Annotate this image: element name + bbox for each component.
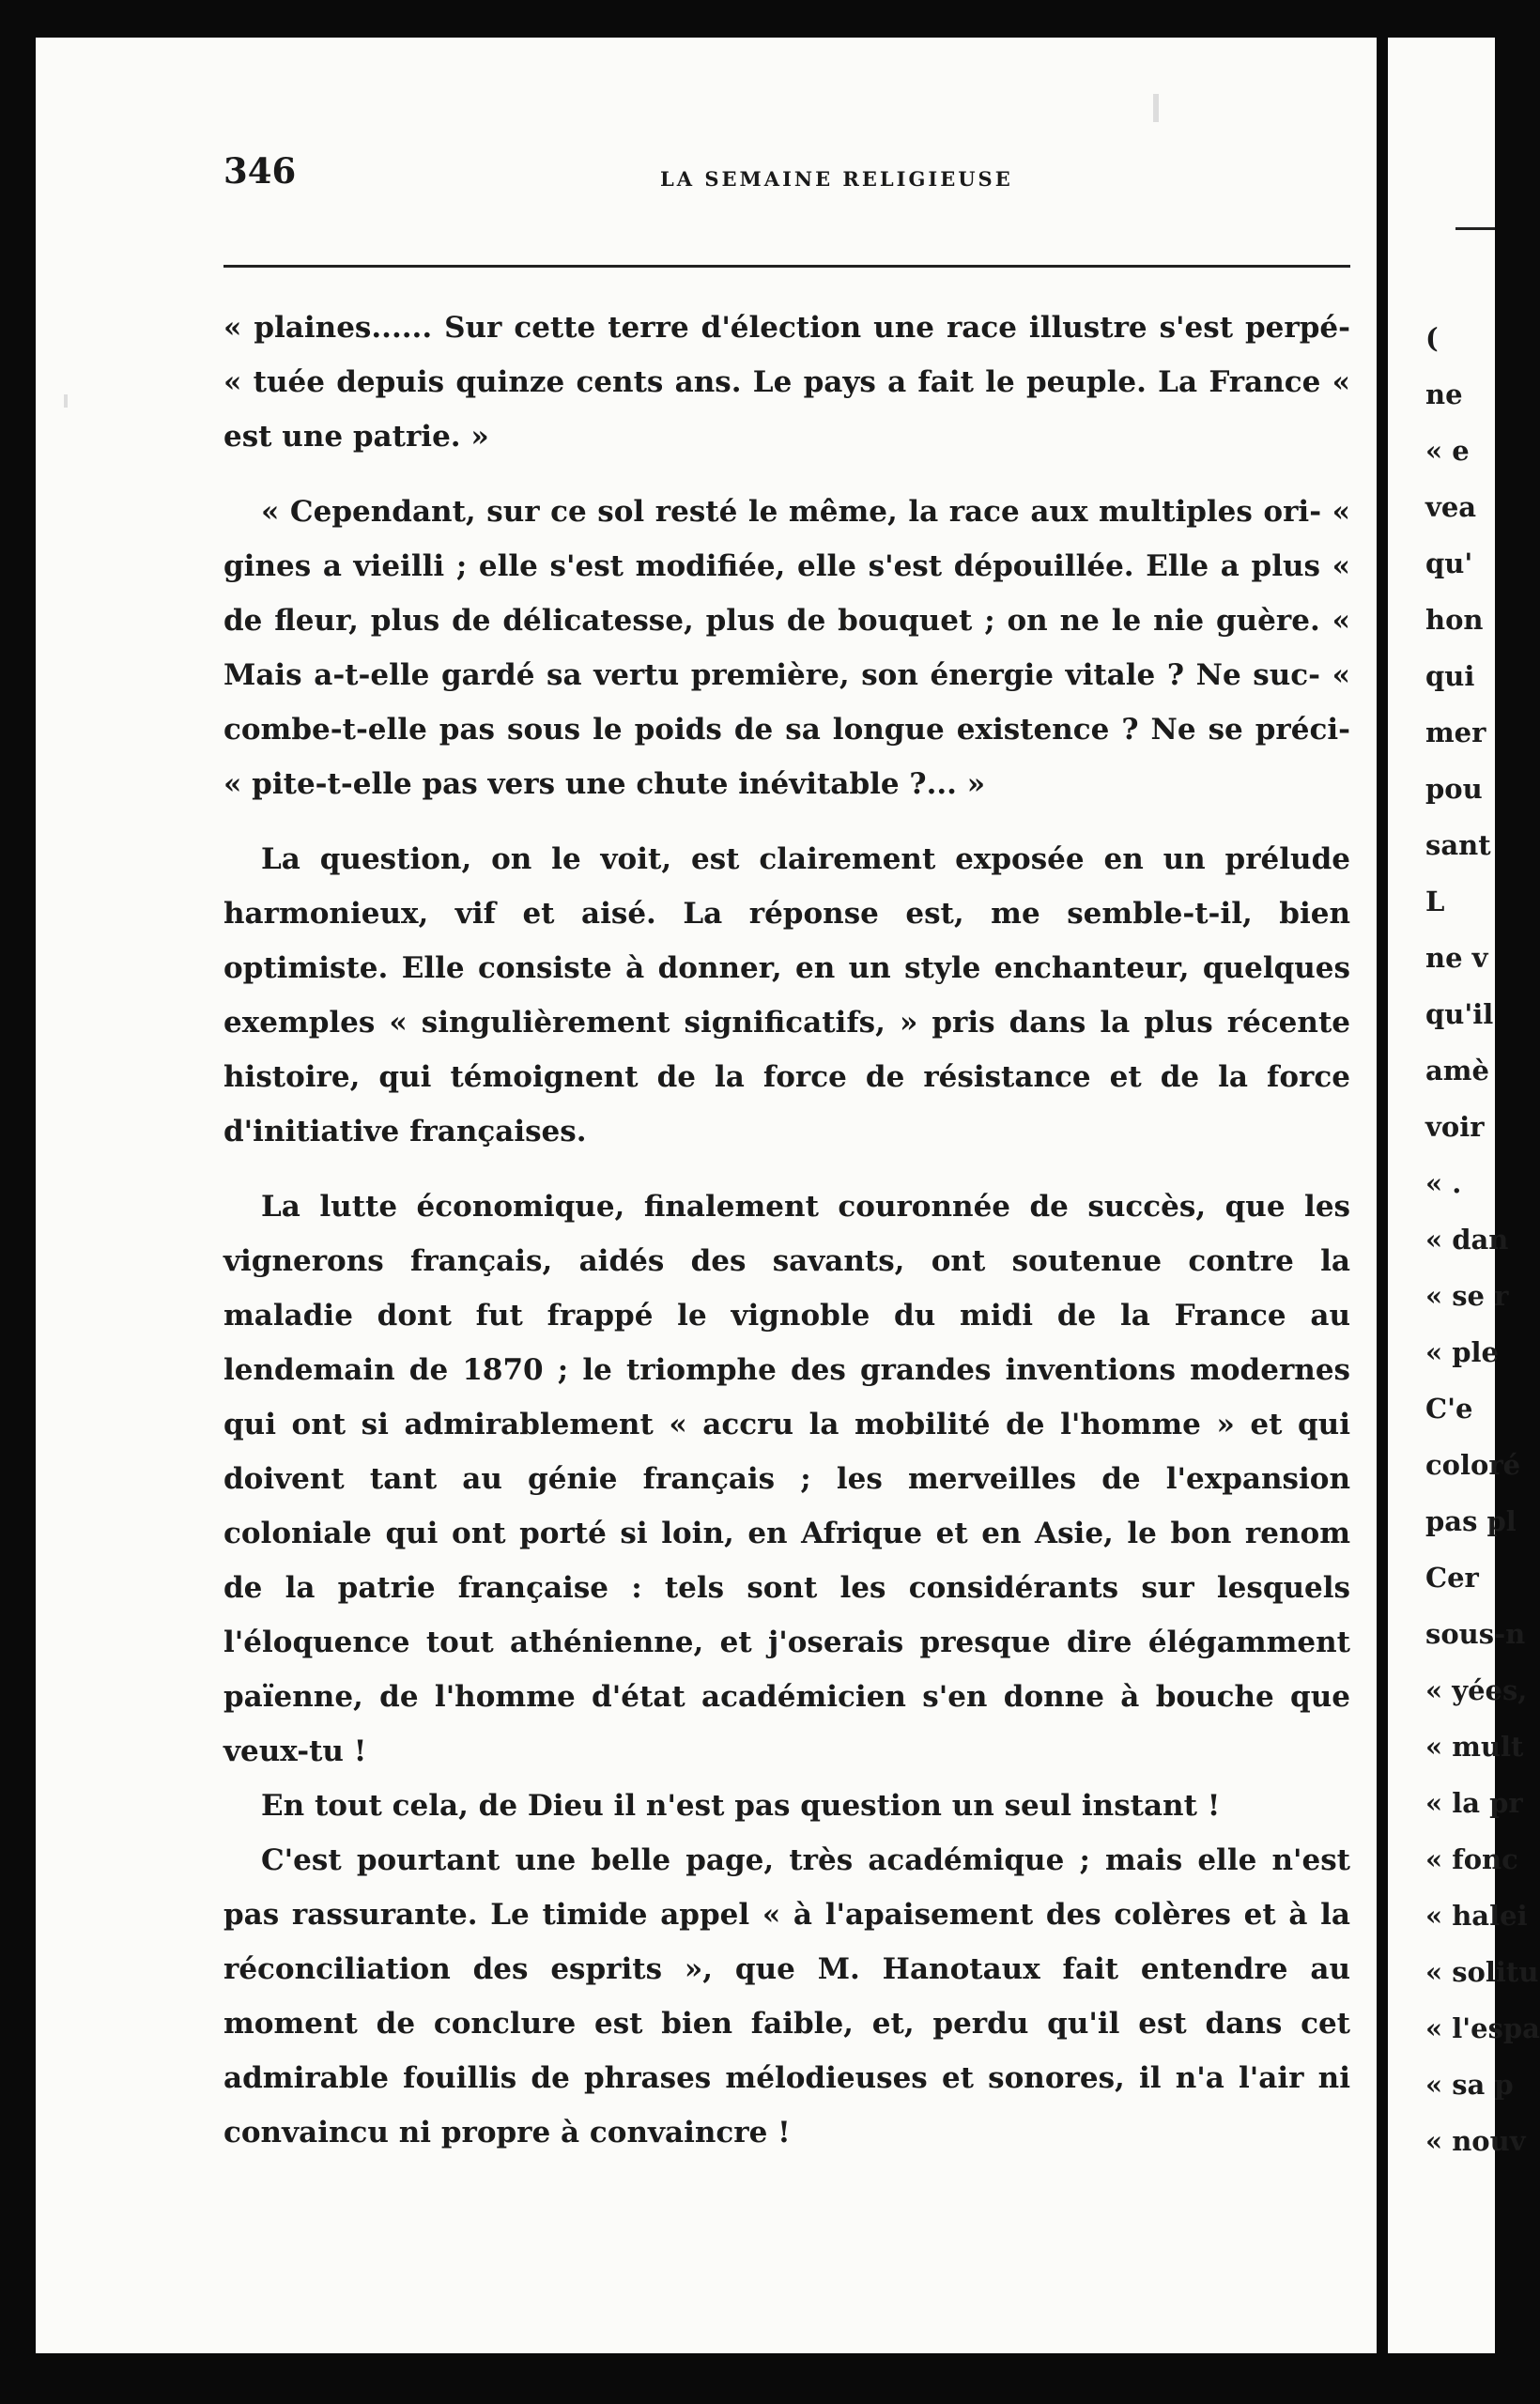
document-page bbox=[36, 38, 1377, 2353]
adjacent-line-fragment: « e bbox=[1425, 435, 1470, 467]
adjacent-line-fragment: L bbox=[1425, 886, 1445, 917]
adjacent-line-fragment: « fonc bbox=[1425, 1843, 1518, 1875]
adjacent-line-fragment: « ple bbox=[1425, 1336, 1499, 1368]
adjacent-line-fragment: coloré bbox=[1425, 1449, 1521, 1481]
adjacent-line-fragment: « halei bbox=[1425, 1900, 1528, 1932]
adjacent-line-fragment: pas pl bbox=[1425, 1505, 1517, 1537]
paragraph-quote-2: « Cependant, sur ce sol resté le même, la race aux multiples ori- « gines a vieilli ; elle s'est modifiée, elle s'est dépouillée. Elle a plus « de fleur, plus de délicatesse, plus de bouquet ; on ne le nie guère. « Mais a-t-elle gardé sa vertu première, son énergie vitale ? Ne suc- « combe-t-elle pas sous le poids de sa longue existence ? Ne se préci- « pite-t-elle pas vers une chute inévitable ?... » bbox=[223, 495, 1350, 801]
adjacent-line-fragment: sous-n bbox=[1425, 1618, 1526, 1650]
adjacent-line-fragment: amè bbox=[1425, 1055, 1489, 1086]
adjacent-line-fragment: « nouv bbox=[1425, 2125, 1526, 2157]
adjacent-line-fragment: « . bbox=[1425, 1167, 1462, 1199]
paragraph-economic-struggle: La lutte économique, finalement couronnée de succès, que les vignerons français, aidés des savants, ont soutenue contre la maladie dont fut frappé le vignoble du midi de la France au lendemain de 1870 ; le triomphe des grandes inventions modernes qui ont si admirablement « accru la mobilité de l'homme » et qui doivent tant au génie français ; les merveilles de l'expansion coloniale qui ont porté si loin, en Afrique et en Asie, le bon renom de la patrie française : tels sont les considérants sur lesquels l'éloquence tout athénienne, et j'oserais presque dire élégamment païenne, de l'homme d'état académicien s'en donne à bouche que veux-tu ! bbox=[223, 1190, 1350, 1768]
adjacent-line-fragment: « dan bbox=[1425, 1224, 1509, 1256]
adjacent-line-fragment: « mult bbox=[1425, 1731, 1524, 1763]
adjacent-header-rule bbox=[1455, 227, 1495, 230]
adjacent-line-fragment: hon bbox=[1425, 604, 1484, 636]
adjacent-line-fragment: C'e bbox=[1425, 1393, 1473, 1425]
adjacent-line-fragment: ( bbox=[1425, 322, 1439, 354]
adjacent-line-fragment: mer bbox=[1425, 717, 1486, 748]
paragraph-quote-1: « plaines...... Sur cette terre d'élection une race illustre s'est perpé- « tuée depuis quinze cents ans. Le pays a fait le peuple. La France « est une patrie. » bbox=[223, 311, 1350, 454]
adjacent-line-fragment: ne bbox=[1425, 378, 1463, 410]
paragraph-question: La question, on le voit, est clairement exposée en un prélude harmonieux, vif et aisé. La réponse est, me semble-t-il, bien optimiste. Elle consiste à donner, en un style enchanteur, quelques exemples « singulièrement significatifs, » pris dans la plus récente histoire, qui témoignent de la force de résistance et de la force d'initiative françaises. bbox=[223, 842, 1350, 1148]
scan-speck bbox=[1153, 94, 1159, 122]
adjacent-page-edge bbox=[1388, 38, 1540, 2353]
adjacent-line-fragment: Cer bbox=[1425, 1562, 1479, 1594]
adjacent-line-fragment: qu'il bbox=[1425, 998, 1494, 1030]
adjacent-line-fragment: pou bbox=[1425, 773, 1483, 805]
body-text bbox=[223, 300, 1350, 2160]
scan-speck bbox=[64, 394, 68, 408]
paragraph-conclusion: C'est pourtant une belle page, très académique ; mais elle n'est pas rassurante. Le timide appel « à l'apaisement des colères et à la réconciliation des esprits », que M. Hanotaux fait entendre au moment de conclure est bien faible, et, perdu qu'il est dans cet admirable fouillis de phrases mélodieuses et sonores, il n'a l'air ni convaincu ni propre à convaincre ! bbox=[223, 1843, 1350, 2150]
header-rule bbox=[223, 265, 1350, 268]
adjacent-line-fragment: « sa p bbox=[1425, 2069, 1514, 2101]
adjacent-line-fragment: « solitu bbox=[1425, 1956, 1539, 1988]
running-title: LA SEMAINE RELIGIEUSE bbox=[660, 167, 1013, 191]
paragraph-no-god: En tout cela, de Dieu il n'est pas question un seul instant ! bbox=[261, 1789, 1221, 1823]
adjacent-line-fragment: « l'espa bbox=[1425, 2012, 1540, 2044]
adjacent-line-fragment: qu' bbox=[1425, 547, 1473, 579]
adjacent-page-text bbox=[1388, 310, 1540, 2169]
adjacent-line-fragment: « la pr bbox=[1425, 1787, 1523, 1819]
adjacent-line-fragment: voir bbox=[1425, 1111, 1485, 1143]
page-header bbox=[223, 150, 1350, 207]
adjacent-line-fragment: « yées, bbox=[1425, 1674, 1528, 1706]
adjacent-line-fragment: qui bbox=[1425, 660, 1475, 692]
adjacent-line-fragment: sant bbox=[1425, 829, 1491, 861]
adjacent-line-fragment: vea bbox=[1425, 491, 1477, 523]
adjacent-line-fragment: « se r bbox=[1425, 1280, 1509, 1312]
page-number: 346 bbox=[223, 150, 297, 192]
adjacent-line-fragment: ne v bbox=[1425, 942, 1488, 974]
